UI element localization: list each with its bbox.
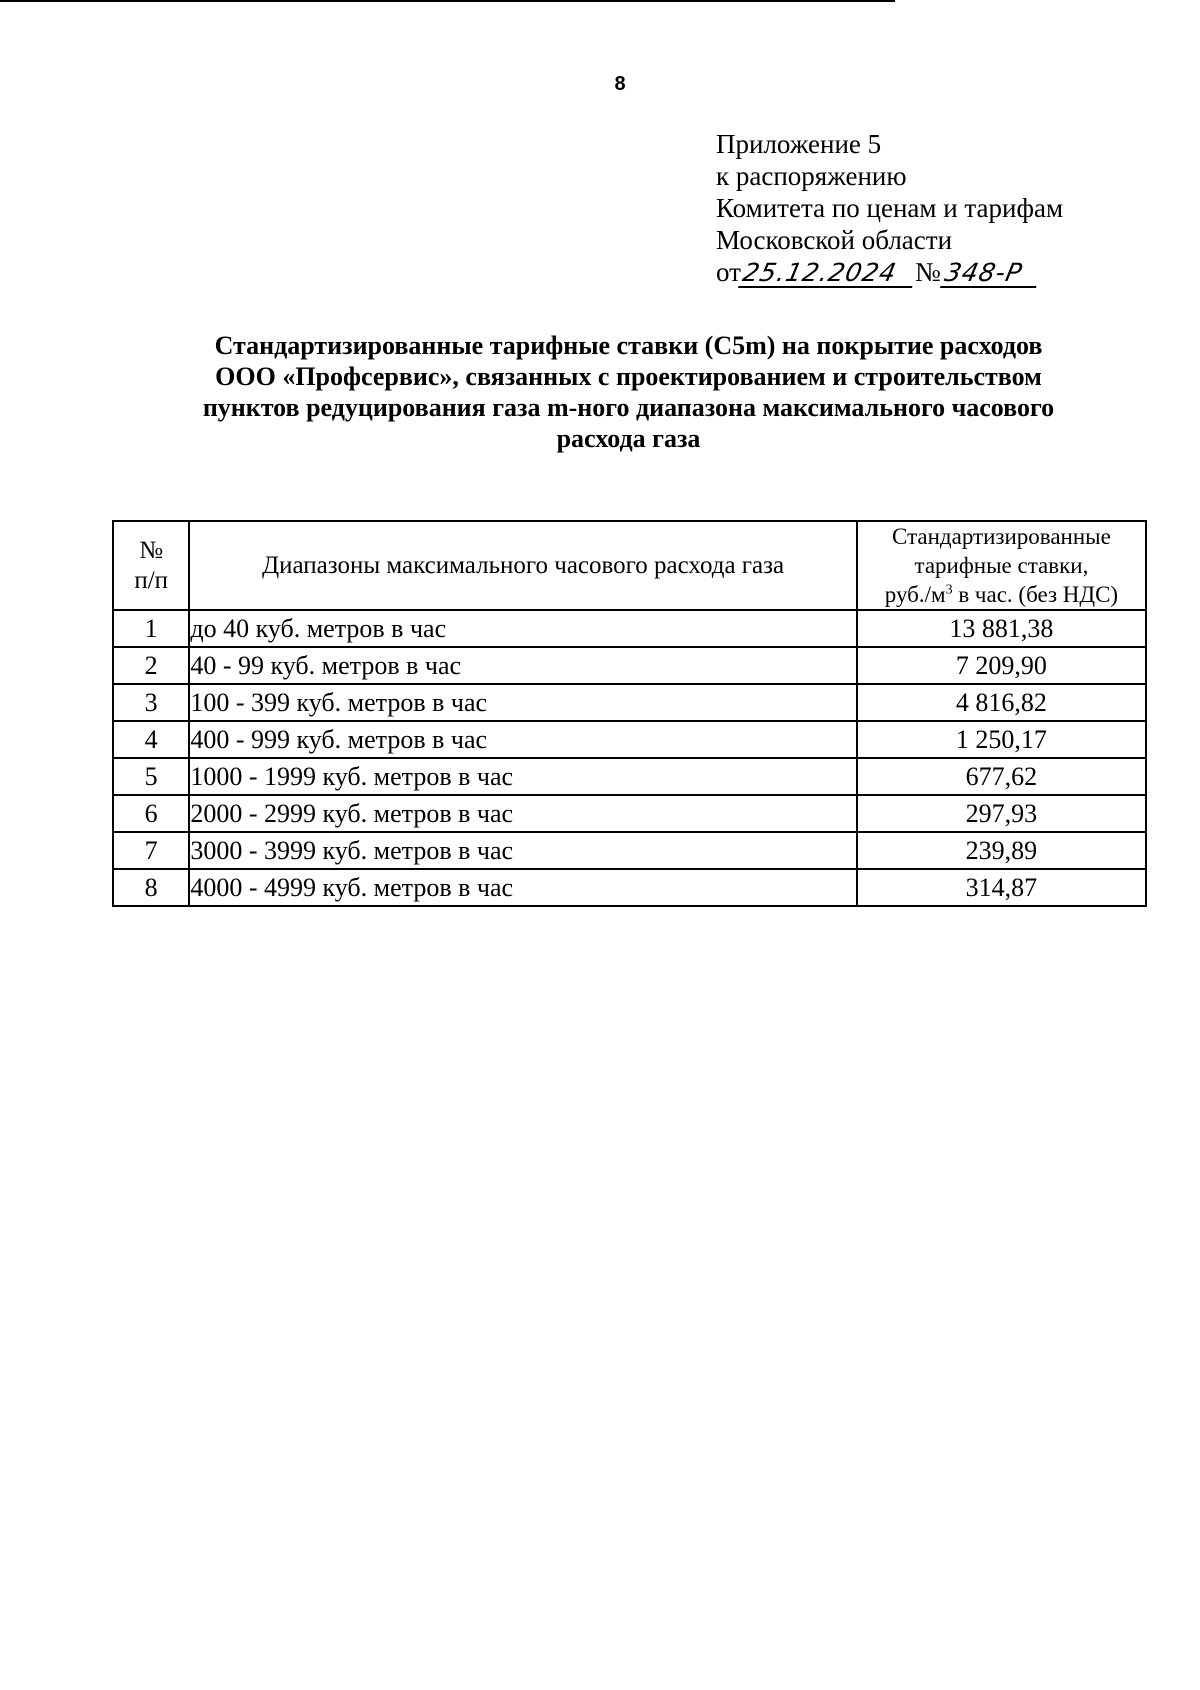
cell-range: 1000 - 1999 куб. метров в час	[189, 758, 857, 795]
scan-edge-line	[0, 0, 895, 2]
table-row	[113, 758, 1146, 795]
header-rate	[857, 521, 1146, 610]
table-header	[113, 521, 1146, 610]
cell-number: 5	[113, 758, 189, 795]
cell-range: 100 - 399 куб. метров в час	[189, 684, 857, 721]
table-body	[113, 610, 1146, 906]
document-title	[112, 330, 1145, 454]
cell-number: 8	[113, 869, 189, 906]
table-row	[113, 869, 1146, 906]
appendix-line-4: Московской области	[716, 225, 953, 255]
appendix-line-2: к распоряжению	[716, 161, 907, 191]
number-label: №	[914, 257, 941, 287]
cell-number: 4	[113, 721, 189, 758]
header-rate-unit-suffix: в час. (без НДС)	[952, 582, 1119, 607]
order-date-number-line	[716, 256, 1063, 288]
cell-rate: 7 209,90	[857, 647, 1146, 684]
appendix-line-1: Приложение 5	[716, 129, 882, 159]
header-number-abbr: п/п	[134, 566, 169, 594]
cell-range: 4000 - 4999 куб. метров в час	[189, 869, 857, 906]
header-rate-line-2: тарифные ставки,	[914, 553, 1089, 578]
cell-rate: 1 250,17	[857, 721, 1146, 758]
cell-number: 1	[113, 610, 189, 647]
from-label: от	[716, 257, 741, 287]
header-number	[113, 521, 189, 610]
page-number: 8	[614, 73, 626, 95]
cell-number: 6	[113, 795, 189, 832]
appendix-line-3: Комитета по ценам и тарифам	[716, 193, 1064, 223]
table-row	[113, 832, 1146, 869]
cell-rate: 297,93	[857, 795, 1146, 832]
header-row	[113, 521, 1146, 610]
cell-number: 3	[113, 684, 189, 721]
cell-rate: 13 881,38	[857, 610, 1146, 647]
title-line-1: Стандартизированные тарифные ставки (С5m) на покрытие расходов	[214, 331, 1043, 360]
header-range: Диапазоны максимального часового расхода газа	[189, 521, 857, 610]
handwritten-date: 25.12.2024	[738, 260, 918, 288]
cell-rate: 4 816,82	[857, 684, 1146, 721]
table-row	[113, 721, 1146, 758]
header-rate-line-1: Стандартизированные	[892, 524, 1111, 549]
header-rate-unit: руб./м	[884, 582, 946, 607]
table-row	[113, 684, 1146, 721]
title-line-4: расхода газа	[556, 424, 701, 453]
cell-number: 2	[113, 647, 189, 684]
cell-range: 40 - 99 куб. метров в час	[189, 647, 857, 684]
handwritten-number: 348-Р	[940, 260, 1042, 288]
table-row	[113, 610, 1146, 647]
title-line-2: ООО «Профсервис», связанных с проектированием и строительством	[215, 362, 1042, 391]
title-line-3: пунктов редуцирования газа m-ного диапазона максимального часового	[202, 393, 1055, 422]
tariff-rates-table	[112, 520, 1147, 907]
appendix-block	[716, 128, 1063, 288]
cell-rate: 677,62	[857, 758, 1146, 795]
cell-range: 2000 - 2999 куб. метров в час	[189, 795, 857, 832]
cell-range: 3000 - 3999 куб. метров в час	[189, 832, 857, 869]
cell-number: 7	[113, 832, 189, 869]
table-row	[113, 795, 1146, 832]
header-number-symbol: №	[139, 536, 164, 564]
header-rate-unit-power: 3	[945, 582, 953, 598]
cell-rate: 314,87	[857, 869, 1146, 906]
cell-range: 400 - 999 куб. метров в час	[189, 721, 857, 758]
table-row	[113, 647, 1146, 684]
cell-rate: 239,89	[857, 832, 1146, 869]
cell-range: до 40 куб. метров в час	[189, 610, 857, 647]
